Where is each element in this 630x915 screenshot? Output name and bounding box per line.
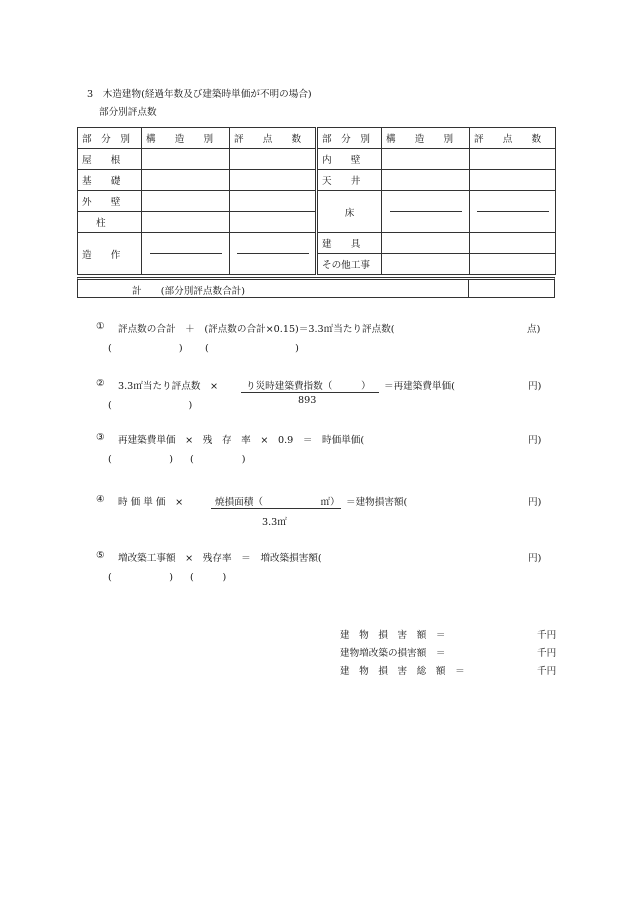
score-table [77, 127, 556, 275]
dash-line [237, 253, 309, 254]
row-label-floor: 床 [317, 191, 382, 233]
formula-2-fraction-line [241, 392, 379, 393]
structure-cell[interactable] [382, 233, 470, 254]
formula-1-text: 評点数の合計 ＋ (評点数の合計×0.15)＝3.3㎡当たり評点数( [118, 324, 395, 335]
score-cell[interactable] [230, 149, 317, 170]
structure-cell-floor [382, 191, 470, 233]
formula-1-paren-b[interactable]: ( ) [205, 343, 299, 354]
score-cell[interactable] [470, 170, 556, 191]
dash-line [477, 211, 549, 212]
formula-4-number: ④ [96, 494, 105, 505]
table-header-row [78, 128, 556, 149]
row-label-fittings: 建 具 [317, 233, 382, 254]
formula-4-numerator: 焼損面積（ ㎡） [215, 497, 340, 508]
formula-5-text: 増改築工事額 × 残存率 ＝ 増改築損害額( [118, 553, 322, 564]
header-cell: 部 分 別 [317, 128, 382, 149]
structure-cell[interactable] [382, 149, 470, 170]
formula-2-paren-a[interactable]: ( ) [108, 400, 193, 411]
formula-3-paren-b[interactable]: ( ) [190, 454, 246, 465]
structure-cell[interactable] [142, 149, 230, 170]
formula-5-paren-a[interactable]: ( ) [108, 572, 174, 583]
structure-cell[interactable] [382, 254, 470, 275]
formula-2-number: ② [96, 378, 105, 389]
subtitle: 部分別評点数 [99, 107, 157, 118]
header-cell: 評 点 数 [230, 128, 317, 149]
formula-5-paren-b[interactable]: ( ) [190, 572, 227, 583]
score-cell-fixtures [230, 233, 317, 275]
row-label-fixtures: 造 作 [78, 233, 142, 275]
dash-line [150, 253, 222, 254]
formula-2-text-left: 3.3㎡当たり評点数 × [118, 381, 219, 392]
header-cell: 評 点 数 [470, 128, 556, 149]
formula-4-unit: 円) [528, 497, 542, 508]
summary-total-damage-label: 建 物 損 害 総 額 ＝ [340, 666, 465, 677]
structure-cell[interactable] [142, 170, 230, 191]
formula-4-denominator: 3.3㎡ [262, 517, 287, 528]
score-cell[interactable] [230, 191, 317, 212]
formula-1-number: ① [96, 321, 105, 332]
formula-5-unit: 円) [528, 553, 542, 564]
structure-cell-fixtures [142, 233, 230, 275]
structure-cell[interactable] [382, 170, 470, 191]
summary-building-damage-label: 建 物 損 害 額 ＝ [340, 630, 446, 641]
sum-value-cell[interactable] [468, 280, 554, 297]
row-label-ceiling: 天 井 [317, 170, 382, 191]
row-label-inner-wall: 内 壁 [317, 149, 382, 170]
formula-4-text-right: ＝建物損害額( [346, 497, 408, 508]
structure-cell[interactable] [142, 191, 230, 212]
row-label-foundation: 基 礎 [78, 170, 142, 191]
score-cell[interactable] [230, 212, 317, 233]
row-label-roof: 屋 根 [78, 149, 142, 170]
header-cell: 構 造 別 [382, 128, 470, 149]
formula-5-number: ⑤ [96, 550, 105, 561]
formula-3-text: 再建築費単価 × 残 存 率 × 0.9 ＝ 時価単価( [118, 435, 365, 446]
row-label-pillar: 柱 [78, 212, 142, 233]
sum-label: 計 (部分別評点数合計) [132, 286, 246, 297]
score-cell[interactable] [230, 170, 317, 191]
formula-2-denominator: 893 [298, 395, 317, 406]
formula-2-numerator: り災時建築費指数（ ） [246, 381, 371, 392]
formula-4-fraction-line [211, 508, 341, 509]
row-label-outer-wall: 外 壁 [78, 191, 142, 212]
formula-2-text-right: ＝再建築費単価( [384, 381, 455, 392]
score-cell[interactable] [470, 149, 556, 170]
score-cell[interactable] [470, 233, 556, 254]
formula-1-unit: 点) [527, 324, 541, 335]
dash-line [390, 211, 462, 212]
summary-extension-damage-unit: 千円 [537, 648, 557, 659]
score-cell[interactable] [470, 254, 556, 275]
row-label-other-work: その他工事 [317, 254, 382, 275]
summary-building-damage-unit: 千円 [537, 630, 557, 641]
summary-total-damage-unit: 千円 [537, 666, 557, 677]
table-row [78, 170, 556, 191]
formula-1-paren-a[interactable]: ( ) [108, 343, 183, 354]
table-row [78, 233, 556, 254]
structure-cell[interactable] [142, 212, 230, 233]
formula-3-unit: 円) [528, 435, 542, 446]
table-row [78, 191, 556, 212]
score-cell-floor [470, 191, 556, 233]
header-cell: 部 分 別 [78, 128, 142, 149]
formula-3-number: ③ [96, 432, 105, 443]
header-cell: 構 造 別 [142, 128, 230, 149]
table-row [78, 149, 556, 170]
formula-2-unit: 円) [528, 381, 542, 392]
summary-extension-damage-label: 建物増改築の損害額 ＝ [340, 648, 446, 659]
formula-3-paren-a[interactable]: ( ) [108, 454, 174, 465]
formula-4-text-left: 時 価 単 価 × [118, 497, 184, 508]
section-title: 3 木造建物(経過年数及び建築時単価が不明の場合) [87, 89, 312, 100]
sum-row [77, 277, 555, 298]
